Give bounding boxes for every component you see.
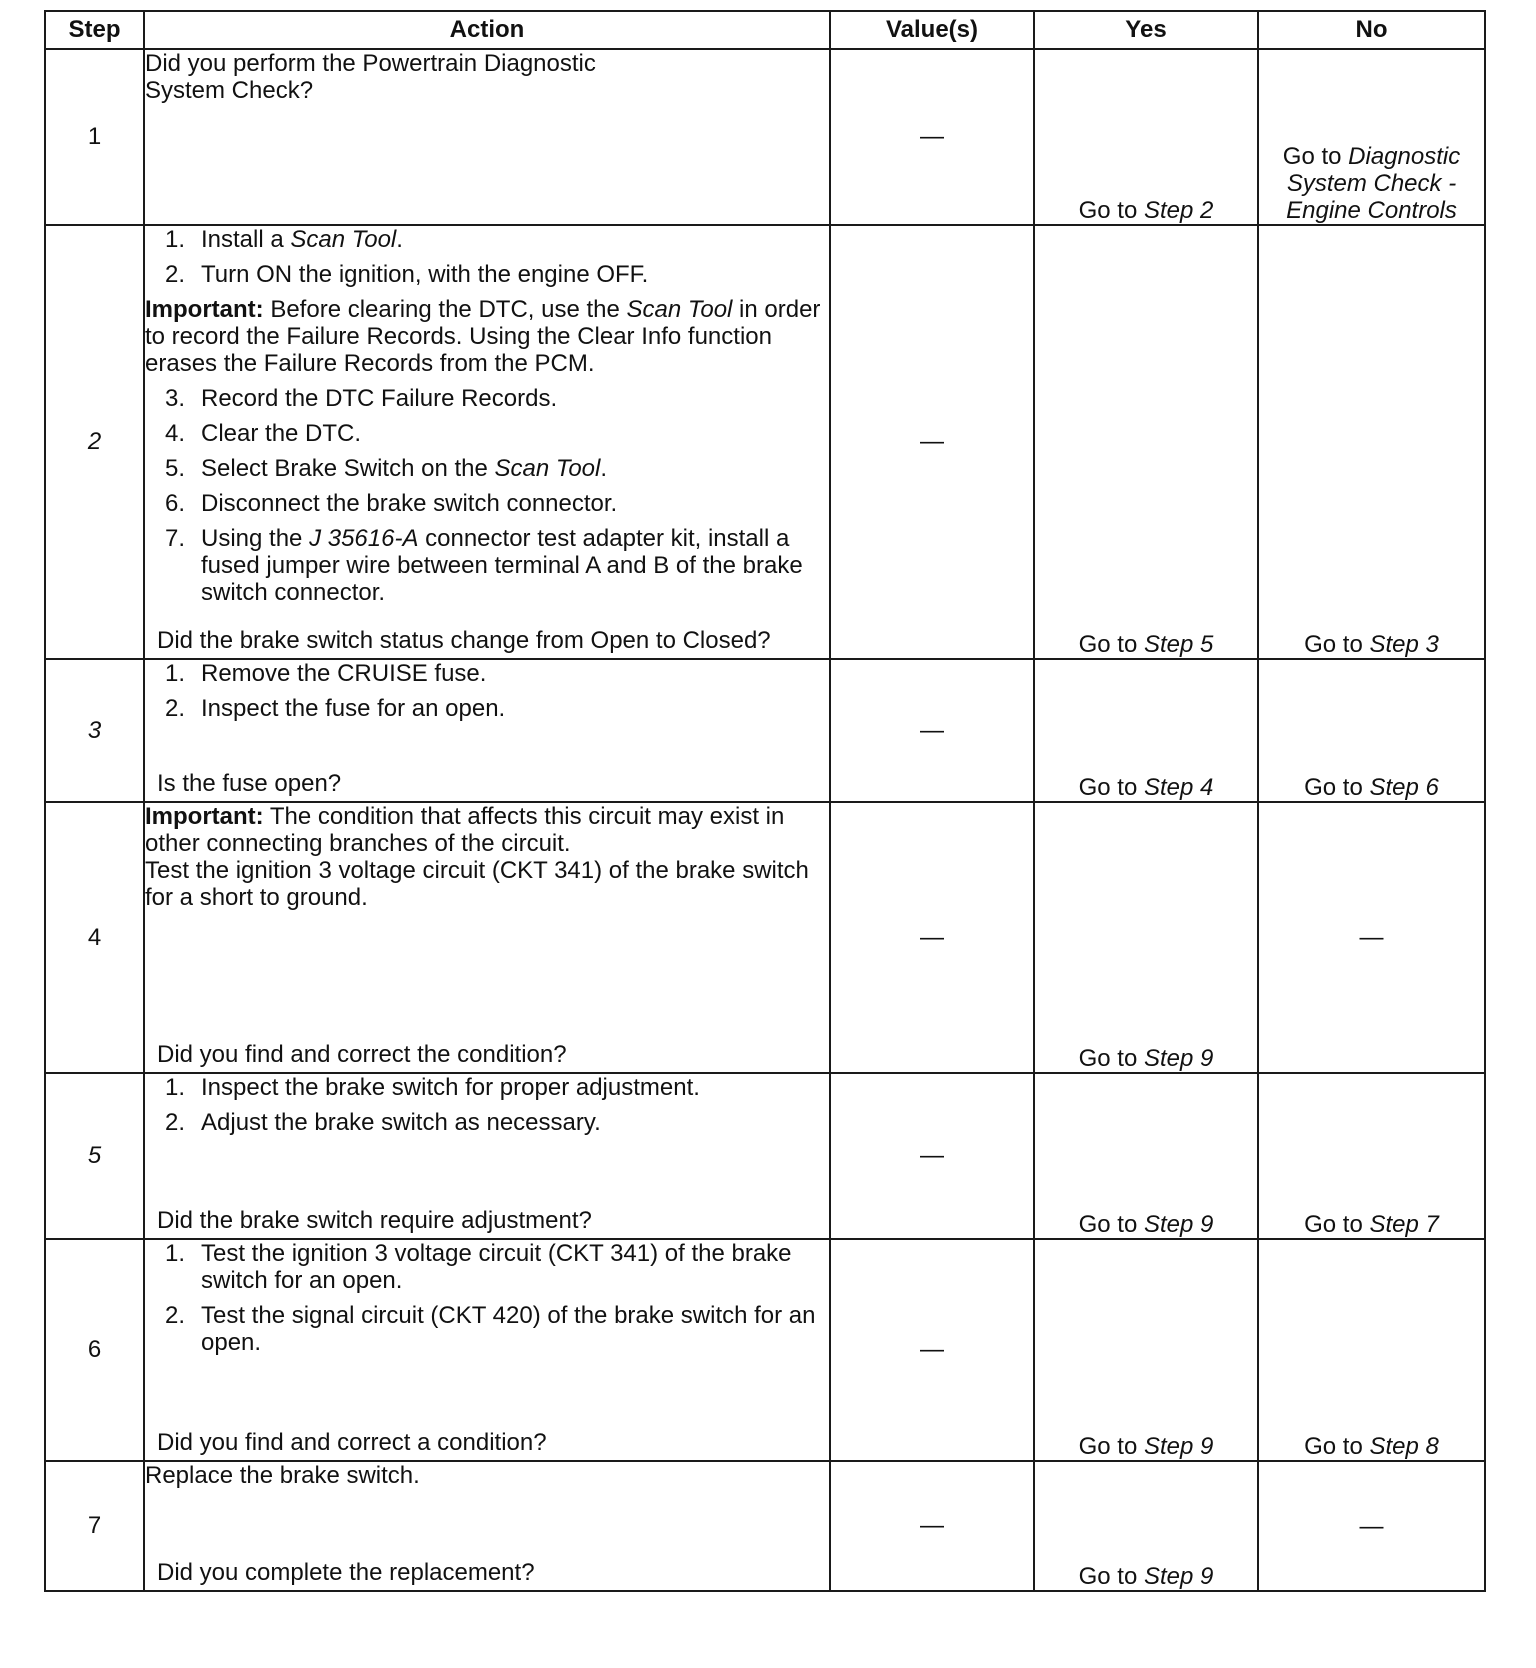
instruction-list [145, 226, 829, 288]
no-link[interactable]: Step 8 [1369, 1433, 1439, 1460]
no-link[interactable]: Diagnostic System Check - Engine Controls [1286, 143, 1461, 224]
list-item: 3. Record the DTC Failure Records. [165, 385, 558, 412]
no-cell[interactable] [1258, 1239, 1485, 1461]
header-step: Step [45, 11, 144, 49]
instruction-list [145, 660, 829, 722]
list-item: 6. Disconnect the brake switch connector. [165, 490, 618, 517]
yes-cell[interactable] [1034, 659, 1258, 802]
yes-prefix: Go to [1078, 1433, 1138, 1460]
instruction-list [145, 385, 829, 606]
action-question: Did the brake switch status change from Open to Closed? [157, 627, 771, 654]
yes-cell[interactable] [1034, 49, 1258, 225]
table-row [45, 1461, 1485, 1591]
no-prefix: Go to [1282, 143, 1342, 170]
yes-prefix: Go to [1078, 1563, 1138, 1590]
no-link[interactable]: Step 3 [1369, 631, 1439, 658]
action-question: Did you perform the Powertrain Diagnostic System Check? [145, 50, 596, 104]
table-row [45, 659, 1485, 802]
header-no: No [1258, 11, 1485, 49]
yes-prefix: Go to [1078, 1211, 1138, 1238]
list-item: 1. Install a Scan Tool. [165, 226, 403, 253]
no-cell[interactable] [1258, 225, 1485, 659]
yes-cell[interactable] [1034, 1239, 1258, 1461]
action-cell [144, 1461, 830, 1591]
action-cell [144, 659, 830, 802]
step-number: 4 [45, 802, 144, 1073]
step-number: 2 [45, 225, 144, 659]
header-values: Value(s) [830, 11, 1034, 49]
yes-link[interactable]: Step 9 [1143, 1211, 1214, 1238]
no-prefix: Go to [1304, 1433, 1363, 1460]
action-instruction: Test the ignition 3 voltage circuit (CKT 341) of the brake switch for a short to ground. [145, 857, 809, 911]
value-cell: — [830, 225, 1034, 659]
no-cell: — [1258, 1461, 1485, 1591]
value-cell: — [830, 1461, 1034, 1591]
yes-link[interactable]: Step 4 [1143, 774, 1214, 801]
action-question: Is the fuse open? [157, 770, 342, 797]
instruction-list [145, 1240, 829, 1356]
yes-link[interactable]: Step 9 [1143, 1433, 1214, 1460]
list-item: 2. Inspect the fuse for an open. [165, 695, 506, 722]
yes-cell[interactable] [1034, 1073, 1258, 1239]
yes-link[interactable]: Step 2 [1143, 197, 1214, 224]
no-prefix: Go to [1304, 631, 1363, 658]
table-row [45, 49, 1485, 225]
list-item: 1. Remove the CRUISE fuse. [165, 660, 487, 687]
instruction-list [145, 1074, 829, 1136]
yes-cell[interactable] [1034, 225, 1258, 659]
action-question: Did the brake switch require adjustment? [157, 1207, 592, 1234]
list-item: 1. Test the ignition 3 voltage circuit (CKT 341) of the brake switch for an open. [165, 1240, 792, 1294]
action-cell [144, 1073, 830, 1239]
action-cell [144, 1239, 830, 1461]
action-question: Did you find and correct the condition? [157, 1041, 567, 1068]
yes-prefix: Go to [1078, 631, 1138, 658]
action-cell [144, 49, 830, 225]
value-cell: — [830, 802, 1034, 1073]
important-note: Important: The condition that affects this circuit may exist in other connecting branches of the circuit. [145, 803, 785, 857]
header-action: Action [144, 11, 830, 49]
yes-cell[interactable] [1034, 802, 1258, 1073]
no-prefix: Go to [1304, 1211, 1363, 1238]
value-cell: — [830, 1073, 1034, 1239]
no-cell[interactable] [1258, 49, 1485, 225]
table-row [45, 1073, 1485, 1239]
step-number: 1 [45, 49, 144, 225]
value-cell: — [830, 49, 1034, 225]
action-instruction: Replace the brake switch. [145, 1462, 420, 1489]
list-item: 2. Adjust the brake switch as necessary. [165, 1109, 601, 1136]
yes-link[interactable]: Step 9 [1143, 1563, 1214, 1590]
yes-link[interactable]: Step 5 [1143, 631, 1214, 658]
step-number: 7 [45, 1461, 144, 1591]
table-row [45, 1239, 1485, 1461]
action-question: Did you find and correct a condition? [157, 1429, 547, 1456]
yes-prefix: Go to [1078, 1045, 1138, 1072]
no-link[interactable]: Step 7 [1369, 1211, 1439, 1238]
table-row [45, 802, 1485, 1073]
important-note: Important: Before clearing the DTC, use the Scan Tool in order to record the Failure Records. Using the Clear Info function erases the Failure Records from the PCM. [145, 296, 821, 377]
no-cell[interactable] [1258, 1073, 1485, 1239]
header-row [45, 11, 1485, 49]
list-item: 2. Turn ON the ignition, with the engine OFF. [165, 261, 649, 288]
yes-cell[interactable] [1034, 1461, 1258, 1591]
list-item: 7. Using the J 35616-A connector test adapter kit, install a fused jumper wire between terminal A and B of the brake switch connector. [165, 525, 803, 606]
yes-prefix: Go to [1078, 774, 1138, 801]
list-item: 2. Test the signal circuit (CKT 420) of the brake switch for an open. [165, 1302, 816, 1356]
yes-prefix: Go to [1078, 197, 1138, 224]
header-yes: Yes [1034, 11, 1258, 49]
list-item: 5. Select Brake Switch on the Scan Tool. [165, 455, 608, 482]
step-number: 6 [45, 1239, 144, 1461]
list-item: 1. Inspect the brake switch for proper adjustment. [165, 1074, 700, 1101]
no-cell: — [1258, 802, 1485, 1073]
step-number: 5 [45, 1073, 144, 1239]
action-cell [144, 802, 830, 1073]
yes-link[interactable]: Step 9 [1143, 1045, 1214, 1072]
table-row [45, 225, 1485, 659]
no-link[interactable]: Step 6 [1369, 774, 1439, 801]
list-item: 4. Clear the DTC. [165, 420, 362, 447]
step-number: 3 [45, 659, 144, 802]
value-cell: — [830, 659, 1034, 802]
action-question: Did you complete the replacement? [157, 1559, 535, 1586]
value-cell: — [830, 1239, 1034, 1461]
diagnostic-table [44, 10, 1486, 1592]
action-cell [144, 225, 830, 659]
no-cell[interactable] [1258, 659, 1485, 802]
no-prefix: Go to [1304, 774, 1363, 801]
